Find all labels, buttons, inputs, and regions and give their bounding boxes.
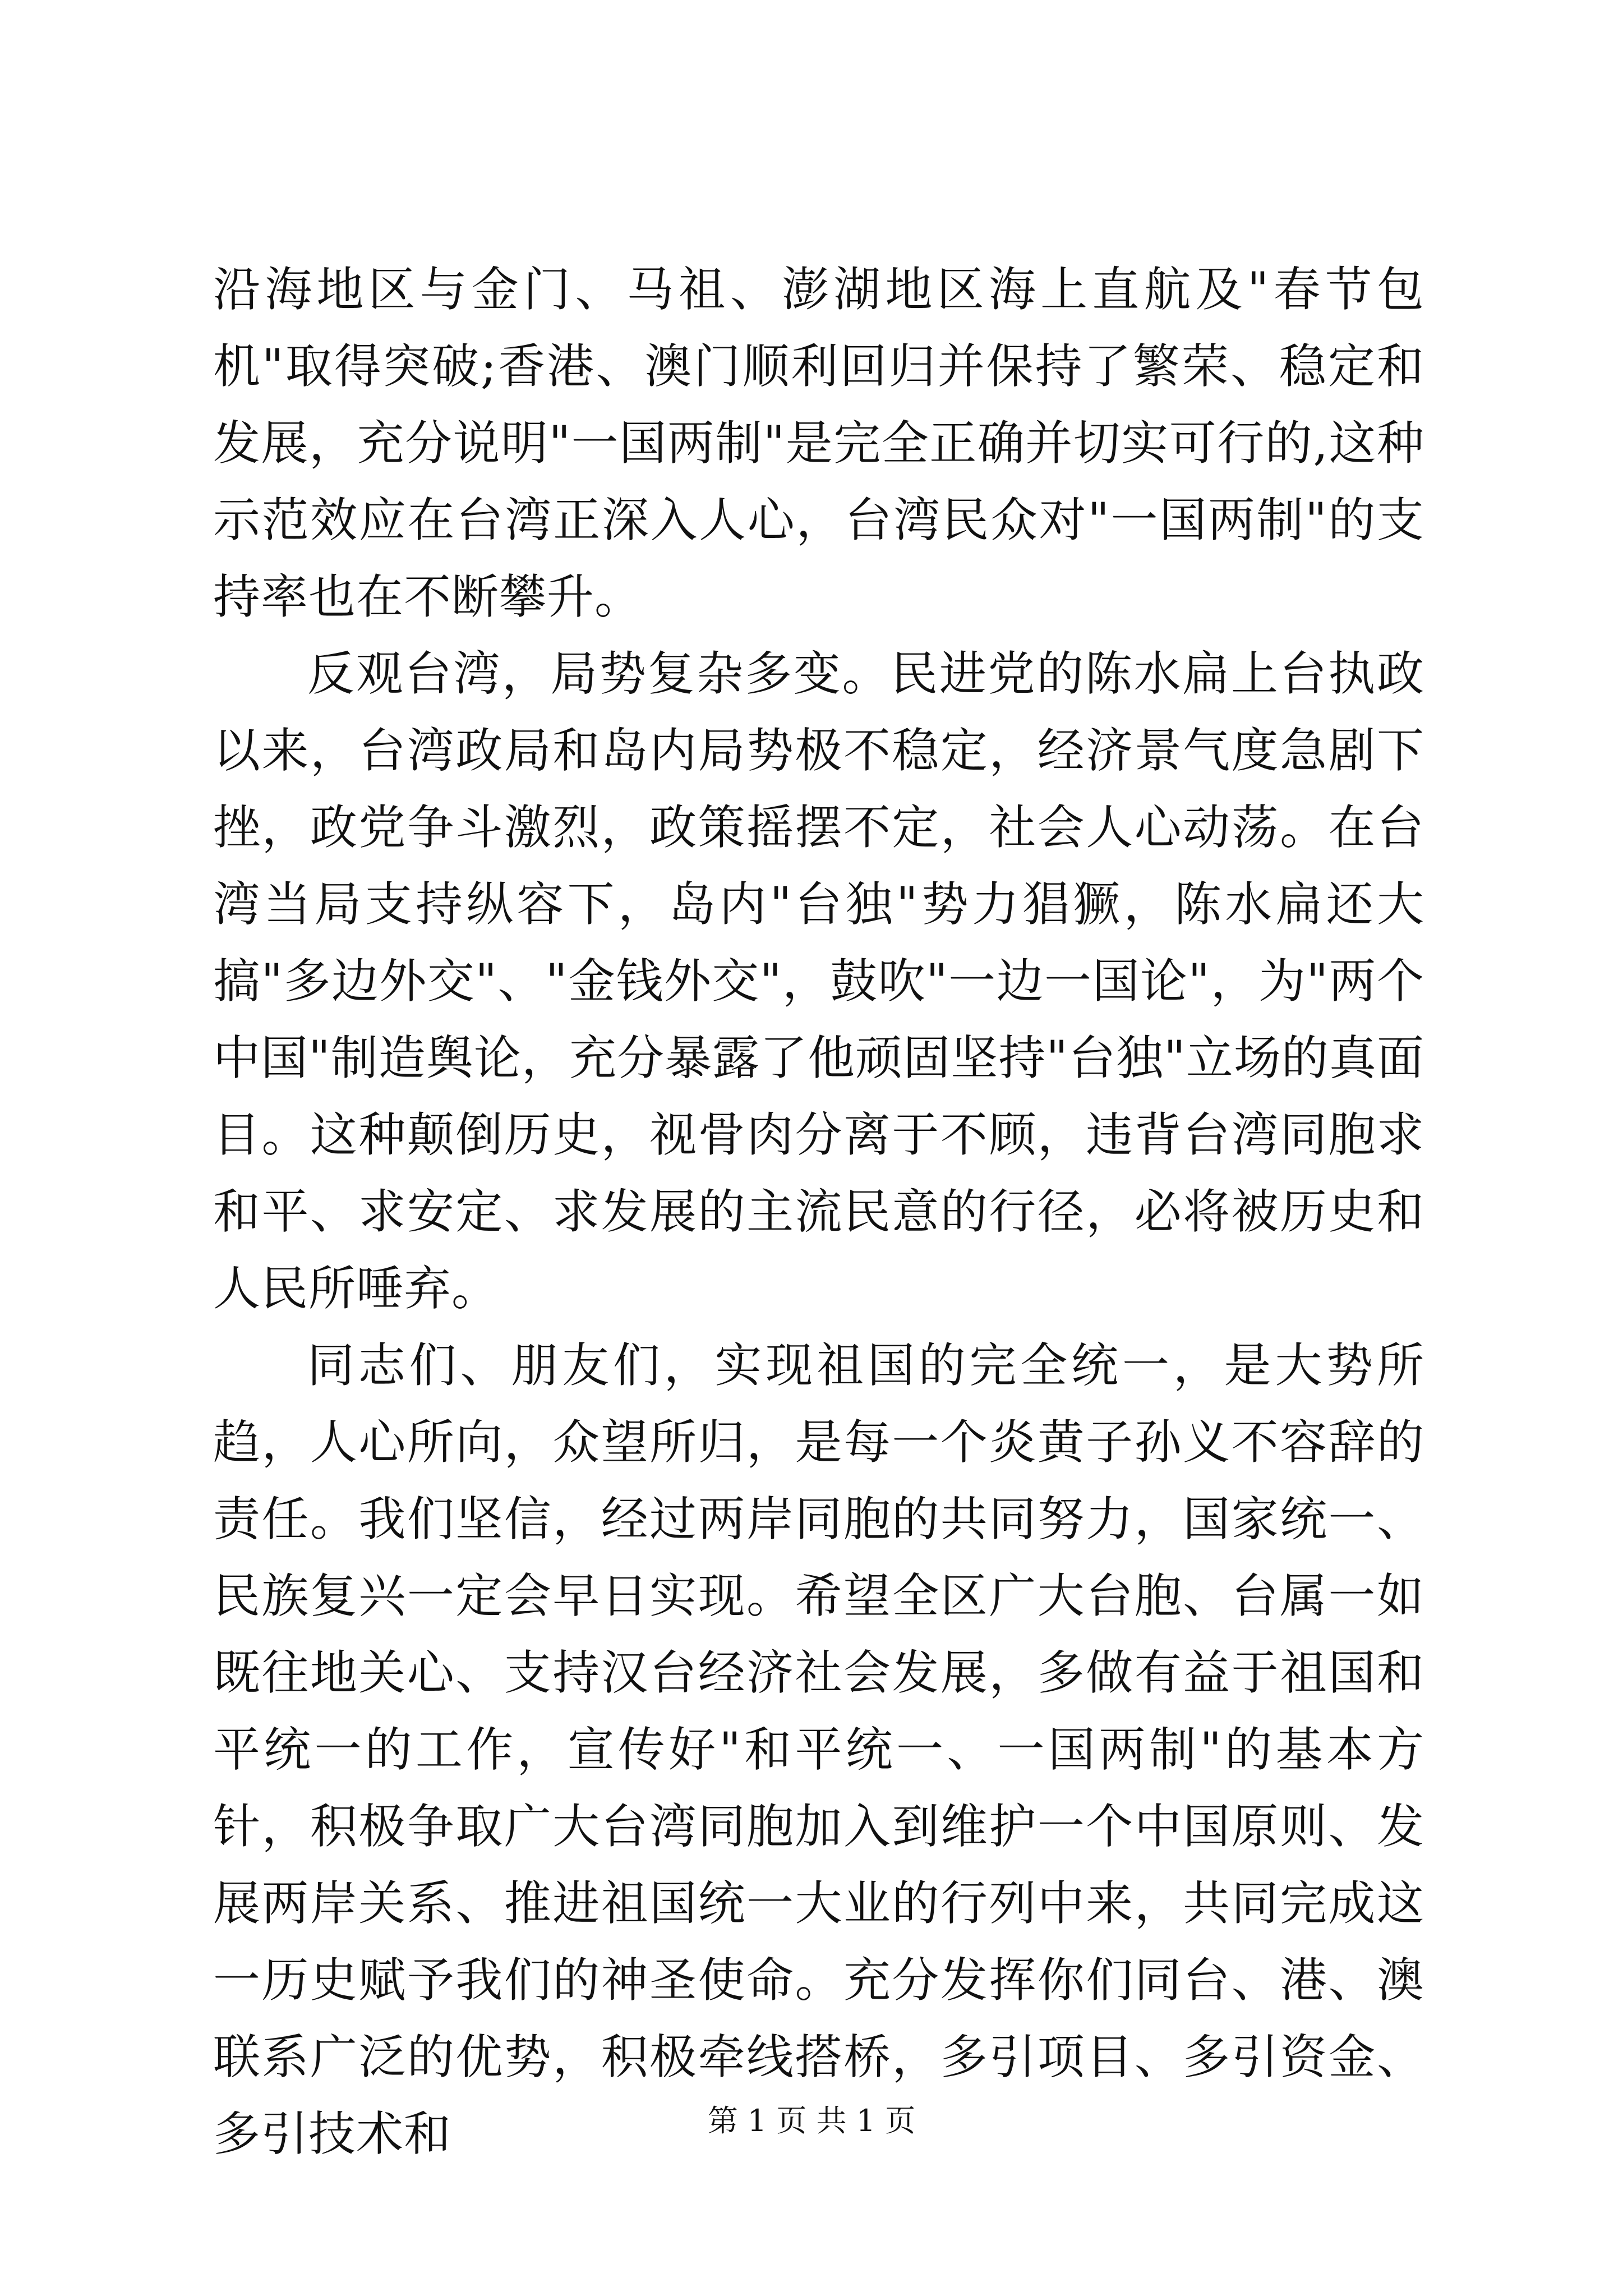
page-footer <box>0 2101 1623 2141</box>
paragraph-1: 沿海地区与金门、马祖、澎湖地区海上直航及"春节包机"取得突破;香港、澳门顺利回归并保持了繁荣、稳定和发展，充分说明"一国两制"是完全正确并切实可行的,这种示范效应在台湾正深入人心，台湾民众对"一国两制"的支持率也在不断攀升。 <box>213 262 1424 624</box>
paragraph-3: 同志们、朋友们，实现祖国的完全统一，是大势所趋，人心所向，众望所归，是每一个炎黄子孙义不容辞的责任。我们坚信，经过两岸同胞的共同努力，国家统一、民族复兴一定会早日实现。希望全区广大台胞、台属一如既往地关心、支持汉台经济社会发展，多做有益于祖国和平统一的工作，宣传好"和平统一、一国两制"的基本方针，积极争取广大台湾同胞加入到维护一个中国原则、发展两岸关系、推进祖国统一大业的行列中来，共同完成这一历史赋予我们的神圣使命。充分发挥你们同台、港、澳联系广泛的优势，积极牵线搭桥，多引项目、多引资金、多引技术和 <box>213 1338 1424 2161</box>
document-body <box>213 251 1424 2173</box>
paragraph-2: 反观台湾，局势复杂多变。民进党的陈水扁上台执政以来，台湾政局和岛内局势极不稳定，经济景气度急剧下挫，政党争斗激烈，政策摇摆不定，社会人心动荡。在台湾当局支持纵容下，岛内"台独"势力猖獗，陈水扁还大搞"多边外交"、"金钱外交"，鼓吹"一边一国论"，为"两个中国"制造舆论，充分暴露了他顽固坚持"台独"立场的真面目。这种颠倒历史，视骨肉分离于不顾，违背台湾同胞求和平、求安定、求发展的主流民意的行径，必将被历史和人民所唾弃。 <box>213 646 1424 1316</box>
page-number-label: 第 1 页 共 1 页 <box>707 2103 916 2138</box>
